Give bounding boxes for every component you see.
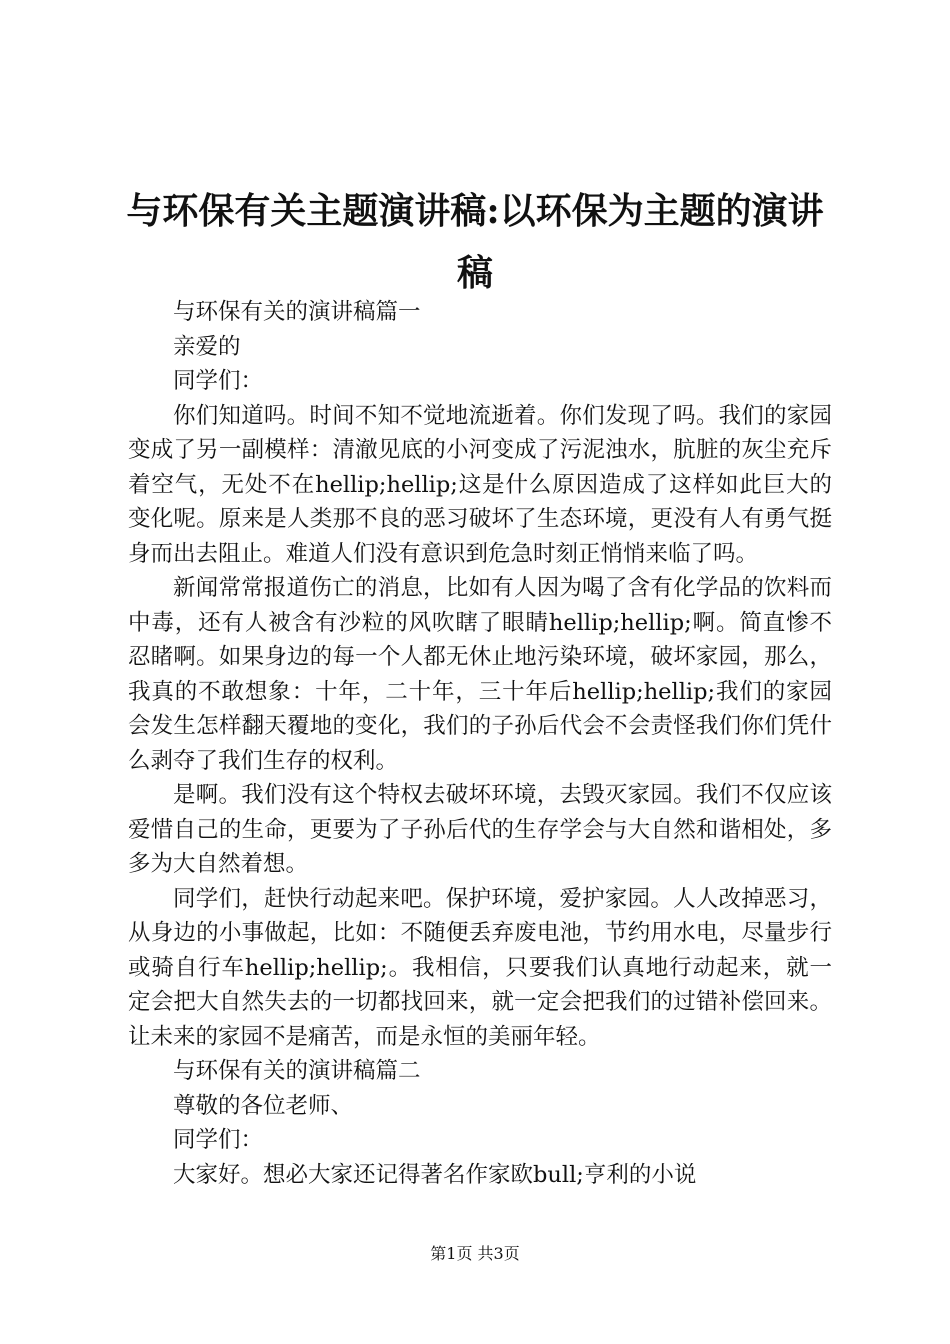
- section-heading-2: 与环保有关的演讲稿篇二: [173, 1058, 421, 1084]
- salutation-line: 尊敬的各位老师、: [173, 1092, 354, 1119]
- body-paragraph: 你们知道吗。时间不知不觉地流逝着。你们发现了吗。我们的家园变成了另一副模样：清澈见底的小河变成了污泥浊水，肮脏的灰尘充斥着空气，无处不在hellip;hellip;这是什么原因造成了这样如此巨大的变化呢。原来是人类那不良的恶习破坏了生态环境，更没有人有勇气挺身而出去阻止。难道人们没有意识到危急时刻正悄悄来临了吗。: [128, 402, 832, 567]
- body-paragraph: 同学们，赶快行动起来吧。保护环境，爱护家园。人人改掉恶习，从身边的小事做起，比如：不随便丢弃废电池，节约用水电，尽量步行或骑自行车hellip;hellip;。我相信，只要我们认真地行动起来，就一定会把大自然失去的一切都找回来，就一定会把我们的过错补偿回来。让未来的家园不是痛苦，而是永恒的美丽年轻。: [128, 885, 832, 1050]
- body-paragraph: 大家好。想必大家还记得著名作家欧bull;亨利的小说: [173, 1161, 697, 1188]
- salutation-line: 同学们：: [173, 1127, 264, 1153]
- document-body: [128, 295, 832, 1192]
- body-paragraph: 是啊。我们没有这个特权去破坏环境，去毁灭家园。我们不仅应该爱惜自己的生命，更要为了子孙后代的生存学会与大自然和谐相处，多多为大自然着想。: [128, 782, 832, 877]
- salutation-line: 亲爱的: [173, 333, 241, 360]
- page-footer: 第1页 共3页: [430, 1244, 520, 1263]
- body-paragraph: 新闻常常报道伤亡的消息，比如有人因为喝了含有化学品的饮料而中毒，还有人被含有沙粒的风吹瞎了眼睛hellip;hellip;啊。简直惨不忍睹啊。如果身边的每一个人都无休止地污染环境，破坏家园，那么，我真的不敢想象：十年，二十年，三十年后hellip;hellip;我们的家园会发生怎样翻天覆地的变化，我们的子孙后代会不会责怪我们你们凭什么剥夺了我们生存的权利。: [128, 575, 832, 774]
- section-heading-1: 与环保有关的演讲稿篇一: [173, 299, 421, 325]
- salutation-line: 同学们：: [173, 368, 264, 394]
- document-title: 与环保有关主题演讲稿:以环保为主题的演讲稿: [126, 190, 824, 294]
